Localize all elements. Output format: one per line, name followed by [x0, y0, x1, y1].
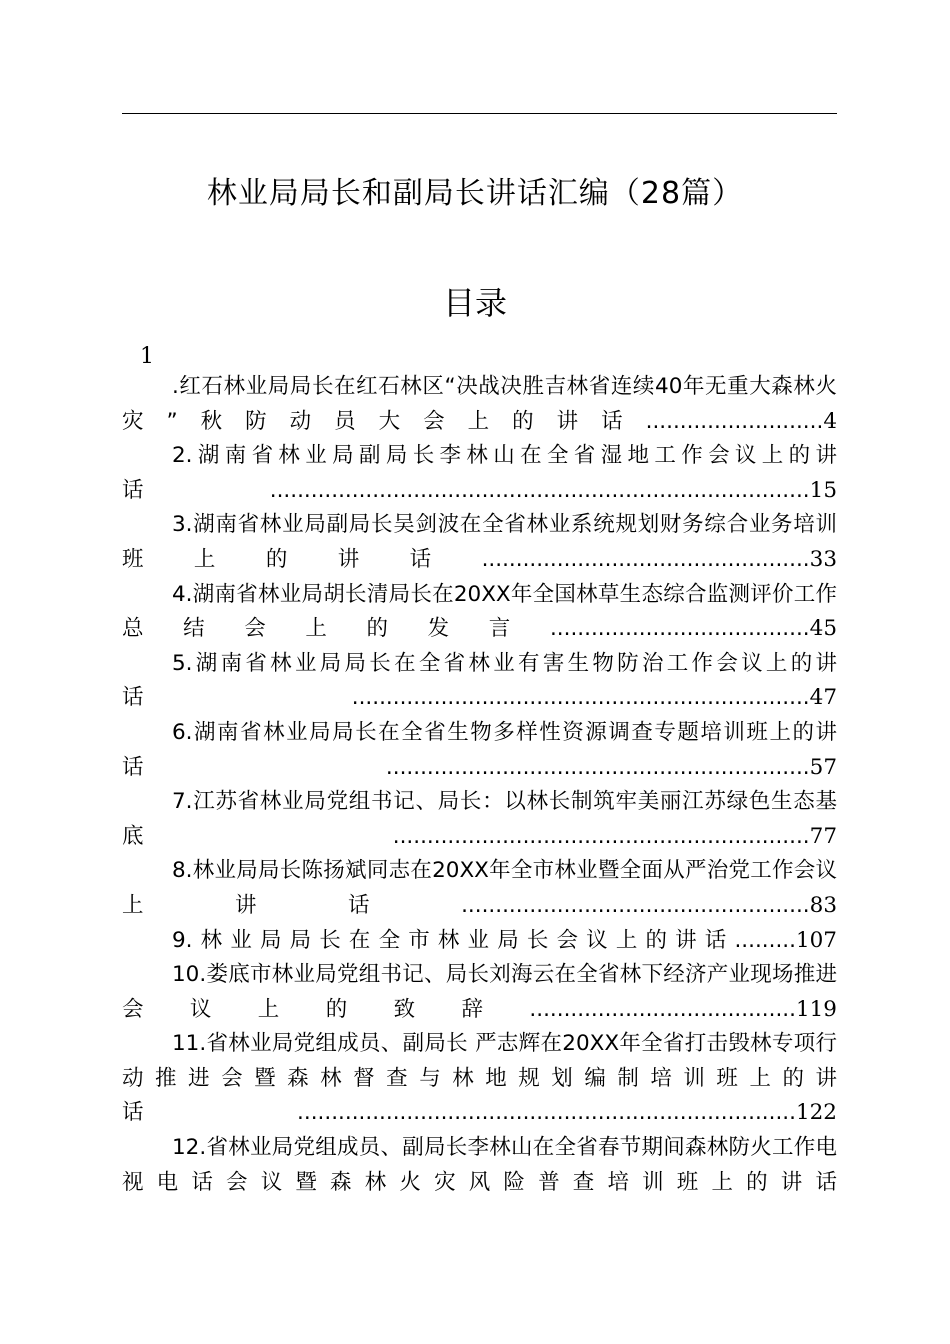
toc-entry-leader: .............................................................	[392, 823, 810, 849]
toc-entry-page: 83	[809, 892, 837, 918]
toc-entry[interactable]	[122, 370, 837, 439]
toc-entry-text: .红石林业局局长在红石林区“决战决胜吉林省连续40年无重大森林火灾”秋防动员大会上的讲话	[122, 374, 837, 434]
toc-entry[interactable]	[122, 1027, 837, 1131]
document-title: 林业局局长和副局长讲话汇编（28篇）	[206, 176, 744, 211]
toc-entry-leader: ......................................	[549, 616, 810, 642]
toc-entry-page: 45	[809, 616, 837, 642]
toc-entry-text: 9.林业局局长在全市林业局长会议上的讲话	[172, 927, 735, 953]
toc-entry[interactable]	[122, 785, 837, 854]
toc-entry-text: 7.江苏省林业局党组书记、局长：以林长制筑牢美丽江苏绿色生态基底	[122, 789, 837, 849]
toc-entry-text: 3.湖南省林业局副局长吴剑波在全省林业系统规划财务综合业务培训班上的讲话	[122, 512, 837, 572]
toc-entry-text: 8.林业局局长陈扬斌同志在20XX年全市林业暨全面从严治党工作会议上讲话	[122, 858, 837, 918]
toc-entry-page: 77	[809, 823, 837, 849]
toc-entry-leader: ..........................	[645, 408, 824, 434]
toc-entry-leader: ..............................................................	[385, 754, 810, 780]
stray-number: 1	[140, 344, 154, 369]
toc-entry-page: 33	[809, 546, 837, 572]
toc-entry-text: 5.湖南省林业局局长在全省林业有害生物防治工作会议上的讲话	[122, 650, 837, 711]
toc-entry[interactable]	[122, 854, 837, 923]
toc-entry-leader: .......................................	[529, 996, 796, 1022]
toc-entry[interactable]	[122, 716, 837, 785]
toc-entry[interactable]	[122, 958, 837, 1027]
toc-entry-text: 6.湖南省林业局局长在全省生物多样性资源调查专题培训班上的讲话	[122, 719, 837, 780]
toc-entry-leader: .........................................................................	[297, 1100, 796, 1126]
toc-entry[interactable]	[122, 924, 837, 959]
toc-entry-page: 107	[795, 927, 837, 953]
toc-entry-leader: ................................................	[481, 546, 810, 572]
toc-entry-page: 57	[809, 754, 837, 780]
toc-entry-text: 2.湖南省林业局副局长李林山在全省湿地工作会议上的讲话	[122, 443, 837, 503]
toc-entry[interactable]	[122, 508, 837, 577]
toc-entry-text: 4.湖南省林业局胡长清局长在20XX年全国林草生态综合监测评价工作总结会上的发言	[122, 581, 837, 642]
toc-entry-leader: ...................................................	[461, 892, 810, 918]
toc-entry[interactable]	[122, 439, 837, 508]
table-of-contents	[122, 370, 837, 1200]
toc-entry-text: 10.娄底市林业局党组书记、局长刘海云在全省林下经济产业现场推进会议上的致辞	[122, 962, 837, 1022]
toc-entry-page: 4	[823, 408, 837, 434]
toc-entry-page: 15	[809, 477, 837, 503]
toc-heading: 目录	[442, 284, 507, 322]
header-rule	[122, 113, 837, 114]
toc-entry-page: 119	[795, 996, 837, 1022]
toc-entry-leader: ...................................................................	[351, 685, 810, 711]
toc-entry-leader: .........	[734, 927, 796, 953]
toc-entry-text: 11.省林业局党组成员、副局长 严志辉在20XX年全省打击毁林专项行动推进会暨森林督查与林地规划编制培训班上的讲话	[122, 1031, 837, 1126]
toc-entry-leader: ...............................................................................	[269, 477, 810, 503]
toc-entry[interactable]	[122, 1131, 837, 1200]
toc-entry-page: 122	[795, 1100, 837, 1126]
toc-entry-text: 12.省林业局党组成员、副局长李林山在全省春节期间森林防火工作电视电话会议暨森林火灾风险普查培训班上的讲话	[122, 1135, 837, 1195]
toc-entry[interactable]	[122, 578, 837, 647]
toc-entry[interactable]	[122, 647, 837, 716]
toc-entry-page: 47	[809, 685, 837, 711]
